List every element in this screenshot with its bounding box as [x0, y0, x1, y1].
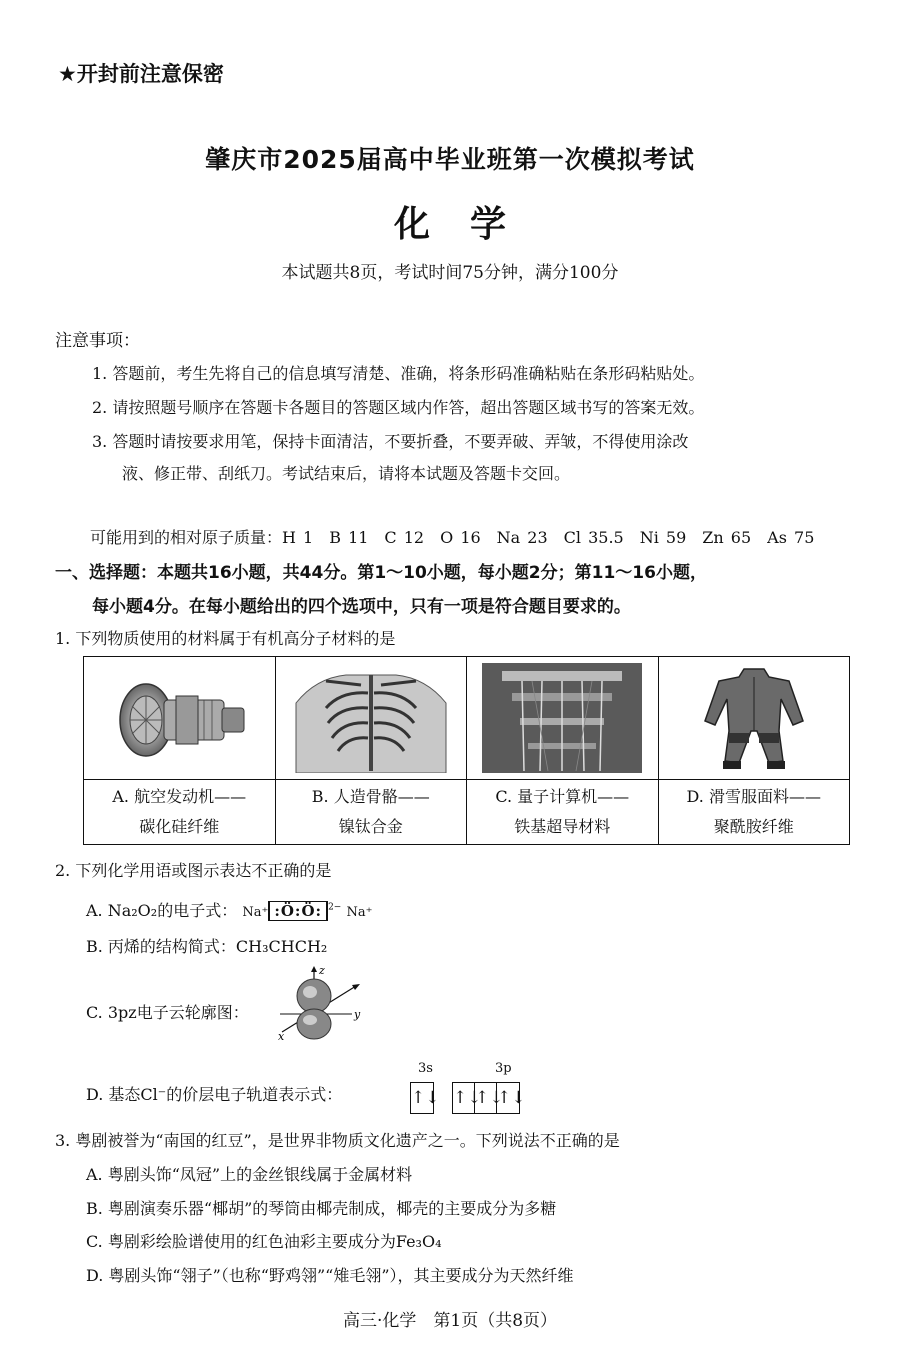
- q1-image-b: [275, 657, 467, 780]
- q3-option-a: A. 粤剧头饰“凤冠”上的金丝银线属于金属材料: [86, 1165, 413, 1184]
- electron-formula-bracket: :Ö:Ö:: [268, 901, 328, 921]
- section-heading-cont: 每小题4分。在每小题给出的四个选项中，只有一项是符合题目要求的。: [92, 597, 631, 617]
- q1-image-d: [658, 657, 850, 780]
- note-item: 2. 请按照题号顺序在答题卡各题目的答题区域内作答，超出答题区域书写的答案无效。: [92, 398, 705, 417]
- ski-suit-icon: [699, 661, 809, 776]
- p-orbital-diagram: [272, 962, 372, 1042]
- exam-title: 肇庆市2025届高中毕业班第一次模拟考试: [205, 145, 695, 174]
- q2-stem: 2. 下列化学用语或图示表达不正确的是: [55, 861, 332, 880]
- q2-option-c-label: C. 3pz电子云轮廓图：: [86, 1003, 249, 1022]
- q3-option-b: B. 粤剧演奏乐器“椰胡”的琴筒由椰壳制成，椰壳的主要成分为多糖: [86, 1199, 557, 1218]
- quantum-computer-icon: [482, 663, 642, 773]
- note-item: 3. 答题时请按要求用笔，保持卡面清洁，不要折叠，不要弄破、弄皱，不得使用涂改: [92, 432, 689, 451]
- q1-image-a: [84, 657, 276, 780]
- orbital-3s-box: ↑↓: [410, 1082, 434, 1114]
- q3-option-c: C. 粤剧彩绘脸谱使用的红色油彩主要成分为Fe₃O₄: [86, 1232, 442, 1251]
- q1-option-c: C. 量子计算机—— 铁基超导材料: [467, 780, 659, 845]
- orbital-3p-label: 3p: [495, 1061, 512, 1076]
- q1-options-table: [83, 656, 850, 845]
- notes-title: 注意事项：: [55, 331, 140, 351]
- q3-stem: 3. 粤剧被誉为“南国的红豆”，是世界非物质文化遗产之一。下列说法不正确的是: [55, 1131, 620, 1150]
- atomic-masses: 可能用到的相对原子质量：H 1 B 11 C 12 O 16 Na 23 Cl 35.5 Ni 59 Zn 65 As 75: [90, 528, 815, 547]
- q3-option-d: D. 粤剧头饰“翎子”（也称“野鸡翎”“雉毛翎”），其主要成分为天然纤维: [86, 1266, 574, 1285]
- q1-option-a: A. 航空发动机—— 碳化硅纤维: [84, 780, 276, 845]
- section-heading: 一、选择题：本题共16小题，共44分。第1～10小题，每小题2分；第11～16小题，: [55, 563, 707, 583]
- note-item: 1. 答题前，考生先将自己的信息填写清楚、准确，将条形码准确粘贴在条形码粘贴处。: [92, 364, 705, 383]
- exam-info: 本试题共8页，考试时间75分钟，满分100分: [281, 263, 619, 283]
- q1-stem: 1. 下列物质使用的材料属于有机高分子材料的是: [55, 629, 396, 648]
- page-footer: 高三·化学 第1页（共8页）: [342, 1311, 558, 1331]
- q2-option-b: B. 丙烯的结构简式：CH₃CHCH₂: [86, 937, 328, 956]
- q2-option-a: A. Na₂O₂的电子式： Na⁺ :Ö:Ö: $^{2-}$ Na⁺: [86, 901, 373, 920]
- artificial-skeleton-icon: [286, 663, 456, 773]
- q1-image-c: [467, 657, 659, 780]
- q1-option-b: B. 人造骨骼—— 镍钛合金: [275, 780, 467, 845]
- axis-x-label: x: [278, 1030, 285, 1042]
- subject-title: 化学: [393, 204, 546, 245]
- orbital-3p-box: ↑↓↑↓↑↓: [452, 1082, 520, 1114]
- axis-z-label: z: [319, 964, 325, 977]
- note-item: 液、修正带、刮纸刀。考试结束后，请将本试题及答题卡交回。: [122, 464, 571, 483]
- q2-option-d-label: D. 基态Cl⁻的价层电子轨道表示式：: [86, 1085, 343, 1104]
- jet-engine-icon: [104, 668, 254, 768]
- axis-y-label: y: [354, 1008, 361, 1021]
- secret-notice: ★开封前注意保密: [58, 62, 224, 86]
- orbital-3s-label: 3s: [418, 1061, 433, 1076]
- q1-option-d: D. 滑雪服面料—— 聚酰胺纤维: [658, 780, 850, 845]
